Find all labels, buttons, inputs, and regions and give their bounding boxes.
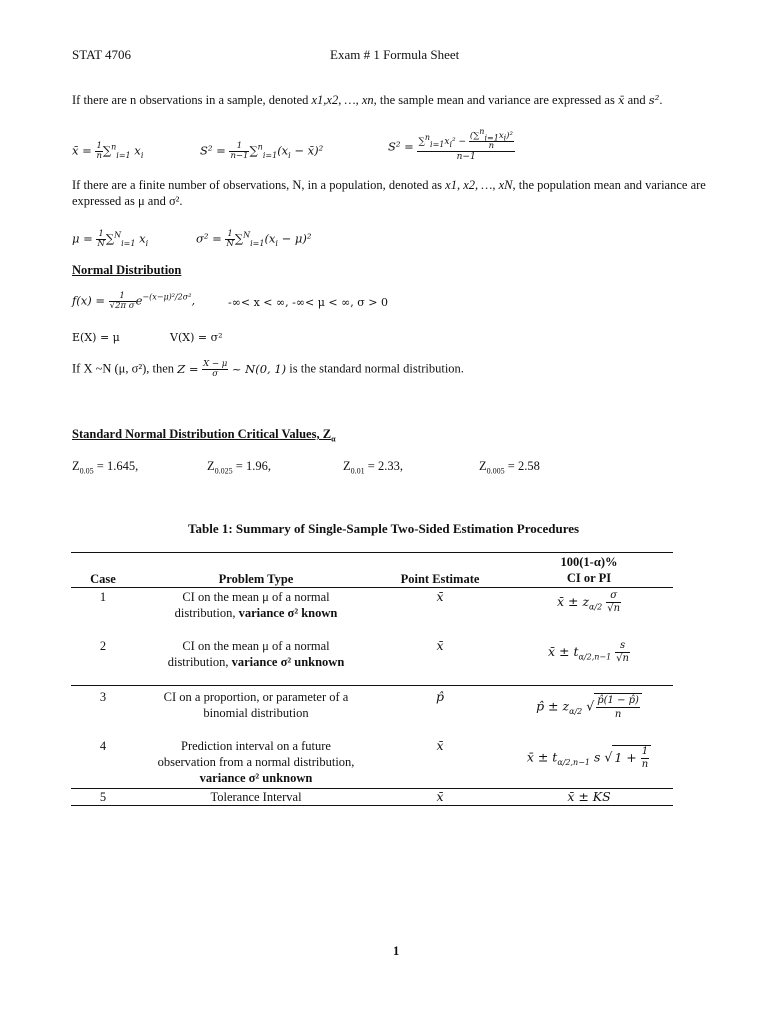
critical-z0025: $Z_{0.025} = 1.96$, bbox=[207, 459, 271, 476]
row2-problem: CI on the mean μ of a normal distribution, variance σ² unknown bbox=[167, 639, 345, 669]
row1-case: 1 bbox=[99, 590, 107, 604]
standardization: If X ~N (μ, σ²), then Z = $\frac{X - \mu}{\sigma}$ ~ N(0, 1) is the standard normal distribution. bbox=[72, 359, 464, 379]
row4-case: 4 bbox=[99, 739, 107, 753]
table-title: Table 1: Summary of Single-Sample Two-Sided Estimation Procedures bbox=[188, 521, 580, 536]
row1-problem: CI on the mean μ of a normal distribution, variance σ² known bbox=[174, 590, 338, 620]
header-problem: Problem Type bbox=[218, 572, 294, 586]
row2-point: x̄ bbox=[436, 638, 444, 653]
table-bottom-rule bbox=[71, 805, 673, 806]
row5-ci: x̄ ± KS bbox=[567, 789, 611, 804]
row4-problem: Prediction interval on a future observation from a normal distribution, variance σ² unknown bbox=[157, 739, 355, 785]
row1-point: x̄ bbox=[436, 589, 444, 604]
page-number: 1 bbox=[393, 944, 400, 958]
table-header-rule bbox=[71, 587, 673, 588]
population-intro: If there are a finite number of observations, N, in a population, denoted as x1, x2, …, xN, the population mean and variance are bbox=[72, 178, 706, 192]
row4-point: x̄ bbox=[436, 738, 444, 753]
population-variance-formula: σ² = $\frac{1}{N}$ $\sum^N_{i=1}(x_i - \mu)^2$ bbox=[196, 229, 312, 249]
course-code: STAT 4706 bbox=[72, 47, 132, 62]
critical-z005: $Z_{0.05} = 1.645$, bbox=[72, 459, 139, 476]
header-ci-2: CI or PI bbox=[566, 571, 612, 585]
population-mean-formula: μ = $\frac{1}{N}$ ∑$^N_{i=1}$ $x_i$ bbox=[72, 229, 149, 249]
critical-z0005: $Z_{0.005} = 2.58$ bbox=[479, 459, 540, 476]
normal-domain: -∞< x < ∞, -∞< μ < ∞, σ > 0 bbox=[228, 296, 388, 309]
normal-pdf-formula: f(x) = $\frac{1}{\text{√2π σ}}$ $e^{-(x-\mu)^2/2\sigma^2}$, bbox=[72, 291, 196, 311]
header-ci-1: 100(1-α)% bbox=[560, 555, 618, 569]
variance: V(X) = σ² bbox=[170, 331, 223, 344]
row3-ci: p̂ ± $z_{\alpha/2}$ √ $\frac{p̂(1 - p̂)}{n}$ bbox=[505, 693, 673, 721]
sample-mean-formula: x̄ = $\frac{1}{n}$ ∑$^n_{i=1}$ $x_i$ bbox=[72, 141, 144, 161]
table-row2-rule bbox=[71, 685, 673, 686]
sample-variance-alt-formula: S² = $\sum^n_{i=1}x_i^2$ − $\frac{(\sum^n_{i=1}x_i)^2}{n}$ n−1 bbox=[388, 127, 513, 162]
page-title: Exam # 1 Formula Sheet bbox=[330, 47, 460, 62]
table-top-rule bbox=[71, 552, 673, 553]
header-case: Case bbox=[90, 572, 116, 586]
header-point: Point Estimate bbox=[400, 572, 480, 586]
row2-ci: x̄ ± $t_{\alpha/2,n-1}$ $\frac{s}{√n}$ bbox=[548, 640, 629, 664]
row1-ci: x̄ ± $z_{\alpha/2}$ $\frac{\sigma}{√n}$ bbox=[556, 590, 621, 614]
critical-z001: $Z_{0.01} = 2.33$, bbox=[343, 459, 403, 476]
sample-variance-formula: S² = $\frac{1}{n-1}$ $\sum^n_{i=1}(x_i$ − x̄)² bbox=[200, 141, 324, 161]
population-intro-cont: expressed as μ and σ². bbox=[72, 194, 183, 208]
row3-point: p̂ bbox=[435, 689, 444, 704]
row5-case: 5 bbox=[99, 790, 107, 804]
normal-heading: Normal Distribution bbox=[72, 263, 182, 277]
row4-ci: x̄ ± $t_{\alpha/2,n-1}$ s √ 1 + $\frac{1}{n}$ bbox=[505, 745, 673, 771]
row3-problem: CI on a proportion, or parameter of a binomial distribution bbox=[163, 690, 349, 720]
expectation: E(X) = μ bbox=[72, 331, 120, 344]
row5-point: x̄ bbox=[436, 789, 444, 804]
critical-heading: Standard Normal Distribution Critical Values, $Z_\alpha$ bbox=[72, 427, 336, 444]
row3-case: 3 bbox=[99, 690, 107, 704]
row5-problem: Tolerance Interval bbox=[210, 790, 302, 804]
sample-intro: If there are n observations in a sample, denoted x1,x2, …, xn, the sample mean and variance are expressed as x̄ and s². bbox=[72, 93, 663, 107]
row2-case: 2 bbox=[99, 639, 107, 653]
